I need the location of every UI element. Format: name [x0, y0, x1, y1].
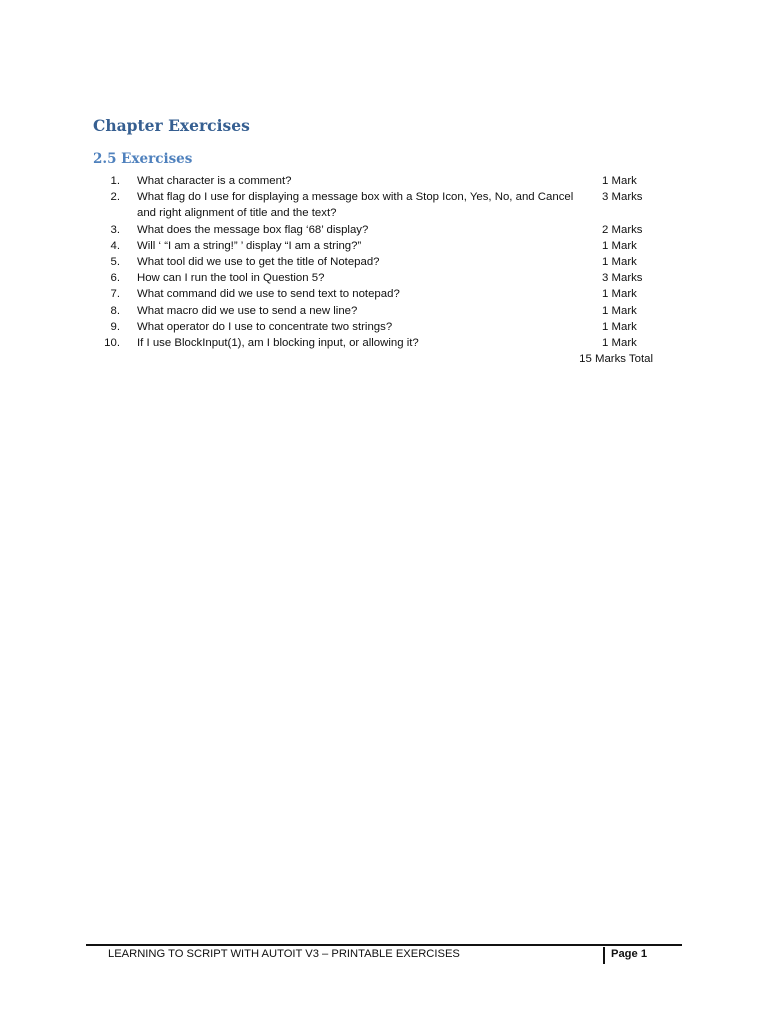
exercise-number: 5. [110, 256, 120, 269]
footer-title: LEARNING TO SCRIPT WITH AUTOIT V3 – PRINTABLE EXERCISES [108, 948, 460, 960]
page-number: Page 1 [611, 948, 648, 960]
exercise-question: Will ‘ “I am a string!” ’ display “I am a string?” [137, 239, 362, 252]
exercise-marks: 2 Marks [602, 223, 643, 236]
exercise-marks: 1 Mark [602, 320, 637, 333]
exercise-marks: 1 Mark [602, 256, 637, 269]
marks-total: 15 Marks Total [579, 353, 653, 365]
exercise-item [0, 335, 768, 351]
footer-rule [86, 944, 682, 946]
exercise-list [0, 173, 768, 351]
exercise-question: What operator do I use to concentrate two strings? [137, 320, 393, 333]
exercise-marks: 3 Marks [602, 272, 643, 285]
exercise-item [0, 189, 768, 221]
exercise-item [0, 254, 768, 270]
exercise-question: If I use BlockInput(1), am I blocking input, or allowing it? [137, 337, 419, 350]
exercise-question: What macro did we use to send a new line? [137, 304, 358, 317]
exercise-question: What character is a comment? [137, 175, 292, 187]
exercise-question: How can I run the tool in Question 5? [137, 272, 325, 285]
exercise-number: 4. [110, 239, 120, 252]
footer-divider [603, 947, 605, 964]
exercise-question: What flag do I use for displaying a message box with a Stop Icon, Yes, No, and Cancel and right alignment of title and the text? [137, 191, 574, 220]
exercise-marks: 1 Mark [602, 288, 637, 301]
exercise-item [0, 319, 768, 335]
exercise-question: What command did we use to send text to notepad? [137, 288, 400, 301]
exercise-number: 1. [110, 175, 120, 187]
exercise-marks: 1 Mark [602, 175, 637, 187]
exercise-question: What does the message box flag ‘68’ display? [137, 223, 369, 236]
exercise-item [0, 238, 768, 254]
exercise-item [0, 270, 768, 286]
exercise-number: 10. [104, 337, 120, 350]
exercise-number: 6. [110, 272, 120, 285]
exercise-number: 7. [110, 288, 120, 301]
chapter-title: Chapter Exercises [93, 116, 250, 135]
exercise-number: 2. [110, 191, 120, 204]
exercise-item [0, 173, 768, 189]
exercise-number: 3. [110, 223, 120, 236]
exercise-item [0, 303, 768, 319]
exercise-number: 9. [110, 320, 120, 333]
exercise-question: What tool did we use to get the title of Notepad? [137, 256, 380, 269]
exercise-marks: 1 Mark [602, 239, 637, 252]
exercise-item [0, 222, 768, 238]
exercise-item [0, 286, 768, 302]
exercise-marks: 3 Marks [602, 191, 643, 204]
section-title: 2.5 Exercises [93, 151, 193, 167]
exercise-marks: 1 Mark [602, 337, 637, 350]
exercise-marks: 1 Mark [602, 304, 637, 317]
exercise-number: 8. [110, 304, 120, 317]
